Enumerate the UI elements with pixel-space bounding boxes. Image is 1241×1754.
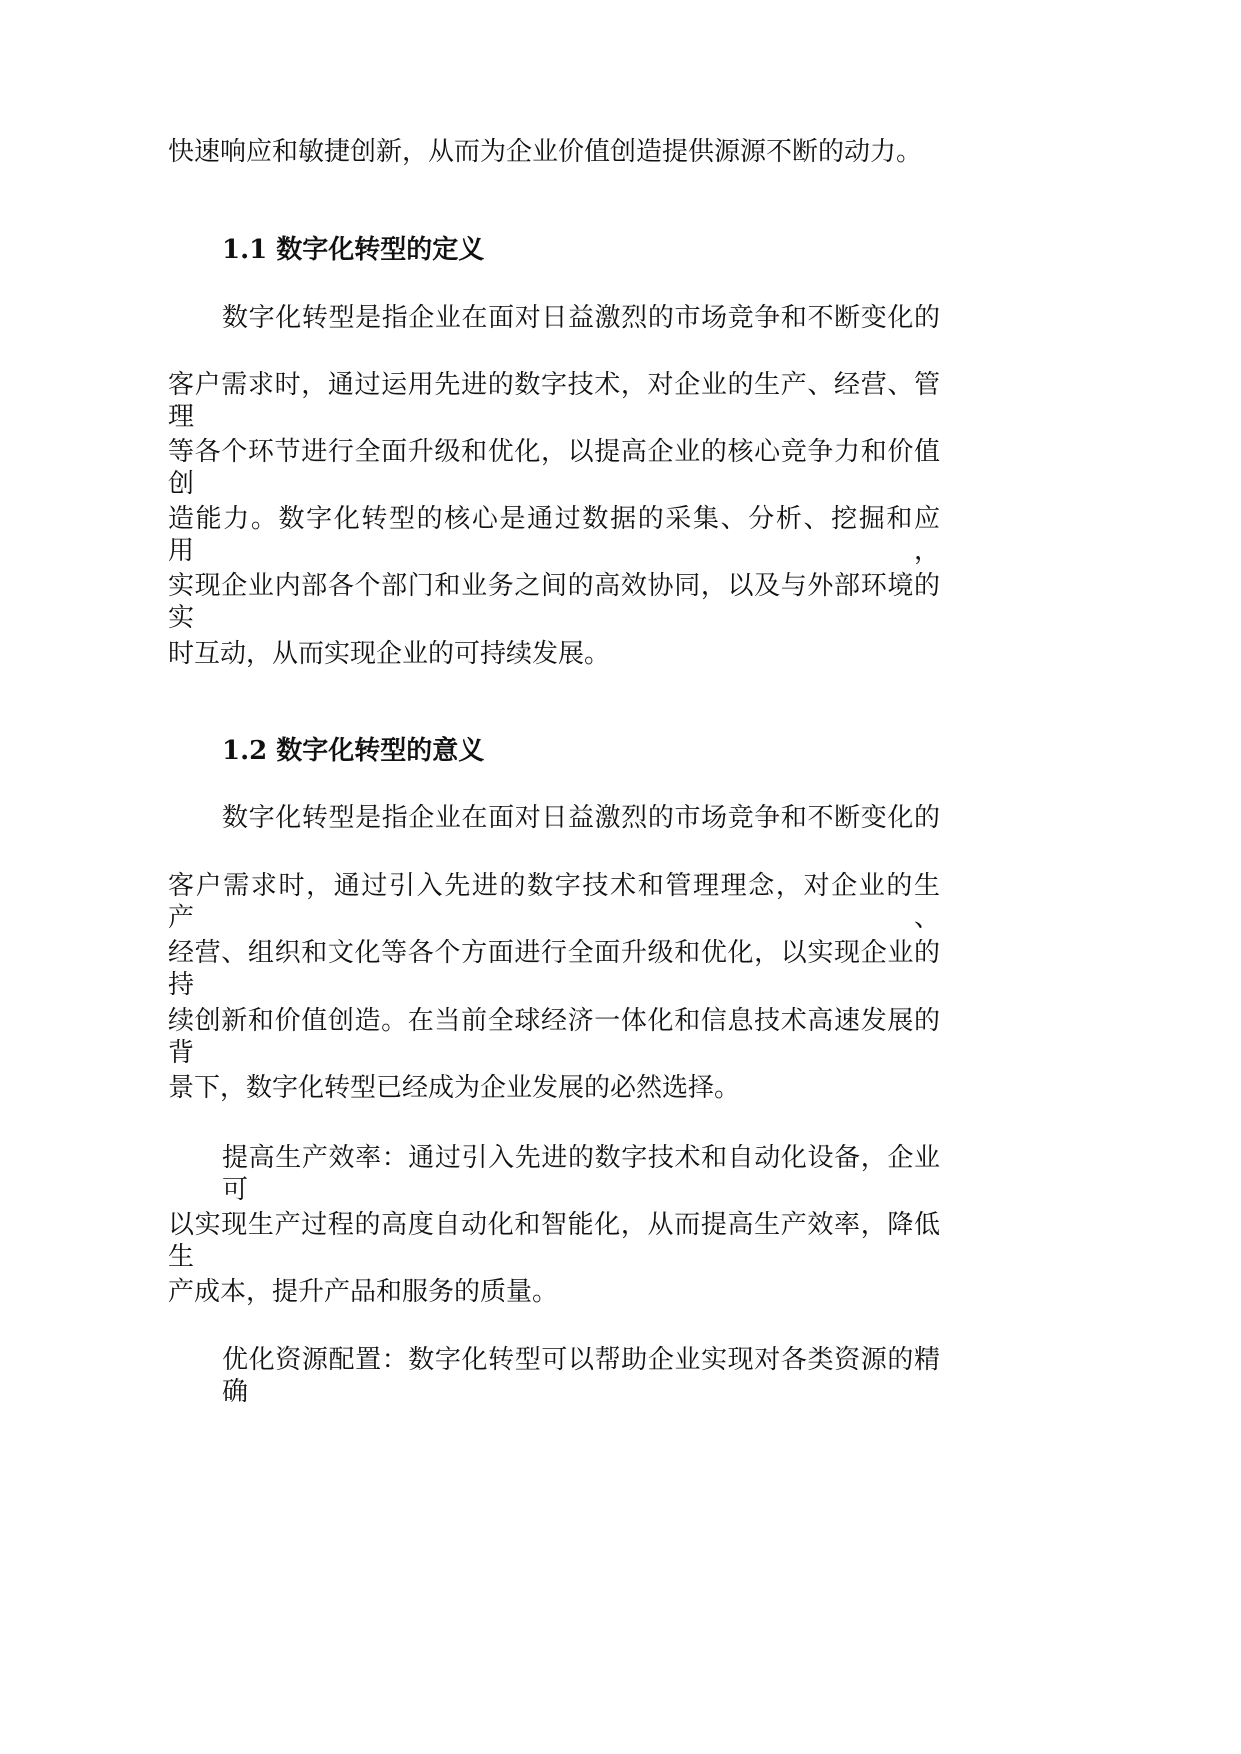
paragraph-line: 经营、组织和文化等各个方面进行全面升级和优化，以实现企业的持 [168,938,940,1000]
paragraph-line: 时互动，从而实现企业的可持续发展。 [168,639,611,669]
section-heading-1-2: 1.2 数字化转型的意义 [222,736,485,766]
section-heading-1-1: 1.1 数字化转型的定义 [222,235,485,265]
paragraph-line: 提高生产效率：通过引入先进的数字技术和自动化设备，企业可 [222,1143,940,1205]
paragraph-line: 造能力。数字化转型的核心是通过数据的采集、分析、挖掘和应用， [168,504,940,566]
paragraph-line: 景下，数字化转型已经成为企业发展的必然选择。 [168,1073,741,1103]
paragraph-line: 续创新和价值创造。在当前全球经济一体化和信息技术高速发展的背 [168,1006,940,1068]
paragraph-line: 客户需求时，通过引入先进的数字技术和管理理念，对企业的生产、 [168,871,940,933]
paragraph-line: 以实现生产过程的高度自动化和智能化，从而提高生产效率，降低生 [168,1210,940,1272]
intro-line: 快速响应和敏捷创新，从而为企业价值创造提供源源不断的动力。 [168,137,923,167]
paragraph-line: 数字化转型是指企业在面对日益激烈的市场竞争和不断变化的 [222,803,940,833]
paragraph-line: 数字化转型是指企业在面对日益激烈的市场竞争和不断变化的 [222,303,940,333]
paragraph-line: 客户需求时，通过运用先进的数字技术，对企业的生产、经营、管理 [168,370,940,432]
paragraph-line: 优化资源配置：数字化转型可以帮助企业实现对各类资源的精确 [222,1345,940,1407]
paragraph-line: 产成本，提升产品和服务的质量。 [168,1277,559,1307]
paragraph-line: 实现企业内部各个部门和业务之间的高效协同，以及与外部环境的实 [168,571,940,633]
paragraph-line: 等各个环节进行全面升级和优化，以提高企业的核心竞争力和价值创 [168,437,940,499]
